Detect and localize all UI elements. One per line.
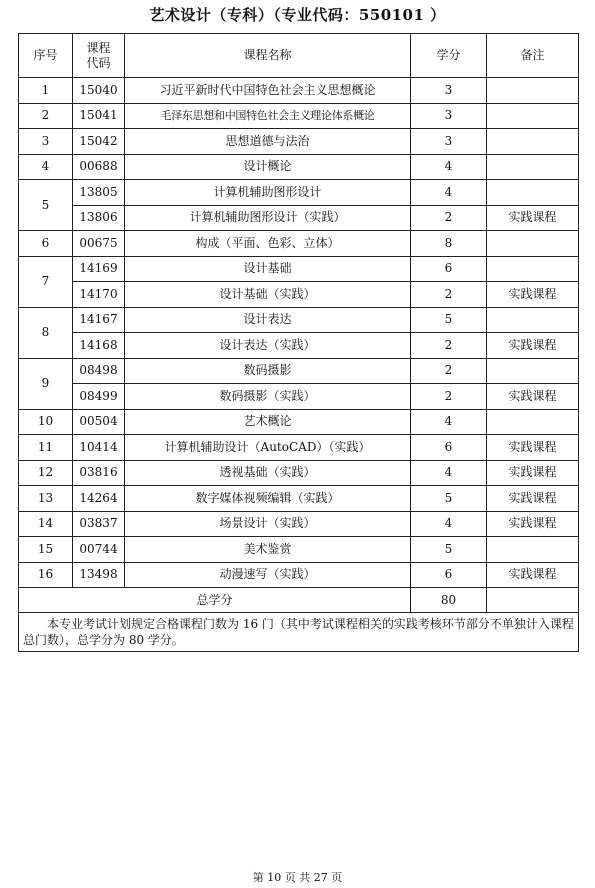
table-row bbox=[19, 409, 579, 435]
note-row bbox=[19, 613, 579, 652]
cell-code: 00504 bbox=[73, 409, 125, 435]
cell-name: 计算机辅助图形设计（实践） bbox=[125, 205, 411, 231]
table-header-row bbox=[19, 34, 579, 78]
cell-code: 14264 bbox=[73, 486, 125, 512]
table-row bbox=[19, 307, 579, 333]
cell-code: 08499 bbox=[73, 384, 125, 410]
header-credit: 学分 bbox=[411, 34, 487, 78]
cell-credit: 4 bbox=[411, 460, 487, 486]
cell-credit: 3 bbox=[411, 103, 487, 129]
cell-seq: 11 bbox=[19, 435, 73, 461]
cell-remark: 实践课程 bbox=[487, 486, 579, 512]
header-code-label: 课程代码 bbox=[86, 40, 111, 70]
header-remark: 备注 bbox=[487, 34, 579, 78]
cell-code: 00688 bbox=[73, 154, 125, 180]
cell-remark bbox=[487, 537, 579, 563]
table-row bbox=[19, 562, 579, 588]
cell-remark bbox=[487, 103, 579, 129]
header-name: 课程名称 bbox=[125, 34, 411, 78]
cell-code: 14168 bbox=[73, 333, 125, 359]
cell-seq: 1 bbox=[19, 78, 73, 104]
cell-seq: 10 bbox=[19, 409, 73, 435]
cell-credit: 5 bbox=[411, 307, 487, 333]
cell-name: 场景设计（实践） bbox=[125, 511, 411, 537]
cell-seq: 5 bbox=[19, 180, 73, 231]
table-row bbox=[19, 486, 579, 512]
cell-name: 透视基础（实践） bbox=[125, 460, 411, 486]
cell-remark bbox=[487, 231, 579, 257]
cell-seq: 12 bbox=[19, 460, 73, 486]
cell-credit: 4 bbox=[411, 154, 487, 180]
total-credits-row bbox=[19, 588, 579, 613]
cell-name: 习近平新时代中国特色社会主义思想概论 bbox=[125, 78, 411, 104]
cell-code: 13806 bbox=[73, 205, 125, 231]
cell-remark bbox=[487, 307, 579, 333]
cell-name: 数码摄影（实践） bbox=[125, 384, 411, 410]
cell-remark bbox=[487, 358, 579, 384]
page-title: 艺术设计（专科）（专业代码：550101 ） bbox=[149, 6, 446, 24]
cell-remark bbox=[487, 409, 579, 435]
table-row bbox=[19, 333, 579, 359]
cell-credit: 4 bbox=[411, 511, 487, 537]
cell-name: 动漫速写（实践） bbox=[125, 562, 411, 588]
cell-remark bbox=[487, 180, 579, 206]
course-plan-table bbox=[18, 33, 579, 652]
table-row bbox=[19, 435, 579, 461]
header-code bbox=[73, 34, 125, 78]
table-row bbox=[19, 384, 579, 410]
cell-credit: 8 bbox=[411, 231, 487, 257]
cell-seq: 16 bbox=[19, 562, 73, 588]
cell-name: 构成（平面、色彩、立体） bbox=[125, 231, 411, 257]
cell-credit: 6 bbox=[411, 562, 487, 588]
cell-credit: 2 bbox=[411, 282, 487, 308]
cell-credit: 3 bbox=[411, 129, 487, 155]
cell-name: 设计表达 bbox=[125, 307, 411, 333]
table-row bbox=[19, 256, 579, 282]
cell-seq: 9 bbox=[19, 358, 73, 409]
cell-code: 13498 bbox=[73, 562, 125, 588]
cell-remark: 实践课程 bbox=[487, 333, 579, 359]
cell-code: 14167 bbox=[73, 307, 125, 333]
cell-code: 15041 bbox=[73, 103, 125, 129]
cell-seq: 3 bbox=[19, 129, 73, 155]
table-row bbox=[19, 511, 579, 537]
cell-remark: 实践课程 bbox=[487, 562, 579, 588]
cell-credit: 5 bbox=[411, 537, 487, 563]
cell-code: 03816 bbox=[73, 460, 125, 486]
cell-credit: 5 bbox=[411, 486, 487, 512]
table-row bbox=[19, 103, 579, 129]
cell-seq: 7 bbox=[19, 256, 73, 307]
cell-remark: 实践课程 bbox=[487, 384, 579, 410]
cell-credit: 2 bbox=[411, 358, 487, 384]
cell-code: 15040 bbox=[73, 78, 125, 104]
cell-code: 13805 bbox=[73, 180, 125, 206]
cell-credit: 6 bbox=[411, 435, 487, 461]
cell-remark: 实践课程 bbox=[487, 282, 579, 308]
cell-remark: 实践课程 bbox=[487, 205, 579, 231]
cell-name: 数码摄影 bbox=[125, 358, 411, 384]
cell-code: 14170 bbox=[73, 282, 125, 308]
cell-remark: 实践课程 bbox=[487, 460, 579, 486]
cell-code: 14169 bbox=[73, 256, 125, 282]
cell-seq: 15 bbox=[19, 537, 73, 563]
cell-seq: 13 bbox=[19, 486, 73, 512]
cell-code: 00744 bbox=[73, 537, 125, 563]
total-credits-value: 80 bbox=[411, 588, 487, 613]
table-row bbox=[19, 154, 579, 180]
cell-remark bbox=[487, 154, 579, 180]
cell-remark bbox=[487, 78, 579, 104]
cell-name: 数字媒体视频编辑（实践） bbox=[125, 486, 411, 512]
cell-remark: 实践课程 bbox=[487, 511, 579, 537]
cell-seq: 6 bbox=[19, 231, 73, 257]
cell-credit: 4 bbox=[411, 409, 487, 435]
cell-name: 设计基础（实践） bbox=[125, 282, 411, 308]
plan-note: 本专业考试计划规定合格课程门数为 16 门（其中考试课程相关的实践考核环节部分不单独计入课程总门数），总学分为 80 学分。 bbox=[19, 613, 579, 652]
header-seq: 序号 bbox=[19, 34, 73, 78]
table-row bbox=[19, 129, 579, 155]
cell-name: 美术鉴赏 bbox=[125, 537, 411, 563]
total-credits-remark bbox=[487, 588, 579, 613]
cell-seq: 4 bbox=[19, 154, 73, 180]
table-row bbox=[19, 358, 579, 384]
table-row bbox=[19, 460, 579, 486]
cell-code: 00675 bbox=[73, 231, 125, 257]
cell-name: 艺术概论 bbox=[125, 409, 411, 435]
cell-credit: 2 bbox=[411, 384, 487, 410]
table-row bbox=[19, 78, 579, 104]
cell-remark bbox=[487, 256, 579, 282]
cell-code: 15042 bbox=[73, 129, 125, 155]
cell-name: 计算机辅助图形设计 bbox=[125, 180, 411, 206]
cell-seq: 14 bbox=[19, 511, 73, 537]
cell-name: 计算机辅助设计（AutoCAD）（实践） bbox=[125, 435, 411, 461]
cell-name: 设计概论 bbox=[125, 154, 411, 180]
cell-credit: 2 bbox=[411, 333, 487, 359]
cell-remark: 实践课程 bbox=[487, 435, 579, 461]
cell-credit: 3 bbox=[411, 78, 487, 104]
cell-name: 毛泽东思想和中国特色社会主义理论体系概论 bbox=[125, 103, 411, 129]
cell-remark bbox=[487, 129, 579, 155]
table-row bbox=[19, 180, 579, 206]
table-row bbox=[19, 231, 579, 257]
cell-code: 03837 bbox=[73, 511, 125, 537]
page-number: 第 10 页 共 27 页 bbox=[252, 871, 343, 884]
cell-code: 08498 bbox=[73, 358, 125, 384]
cell-credit: 4 bbox=[411, 180, 487, 206]
table-row bbox=[19, 282, 579, 308]
cell-seq: 2 bbox=[19, 103, 73, 129]
cell-code: 10414 bbox=[73, 435, 125, 461]
cell-seq: 8 bbox=[19, 307, 73, 358]
cell-credit: 6 bbox=[411, 256, 487, 282]
total-credits-label: 总学分 bbox=[19, 588, 411, 613]
cell-name: 设计表达（实践） bbox=[125, 333, 411, 359]
cell-name: 思想道德与法治 bbox=[125, 129, 411, 155]
table-row bbox=[19, 205, 579, 231]
cell-name: 设计基础 bbox=[125, 256, 411, 282]
table-row bbox=[19, 537, 579, 563]
cell-credit: 2 bbox=[411, 205, 487, 231]
